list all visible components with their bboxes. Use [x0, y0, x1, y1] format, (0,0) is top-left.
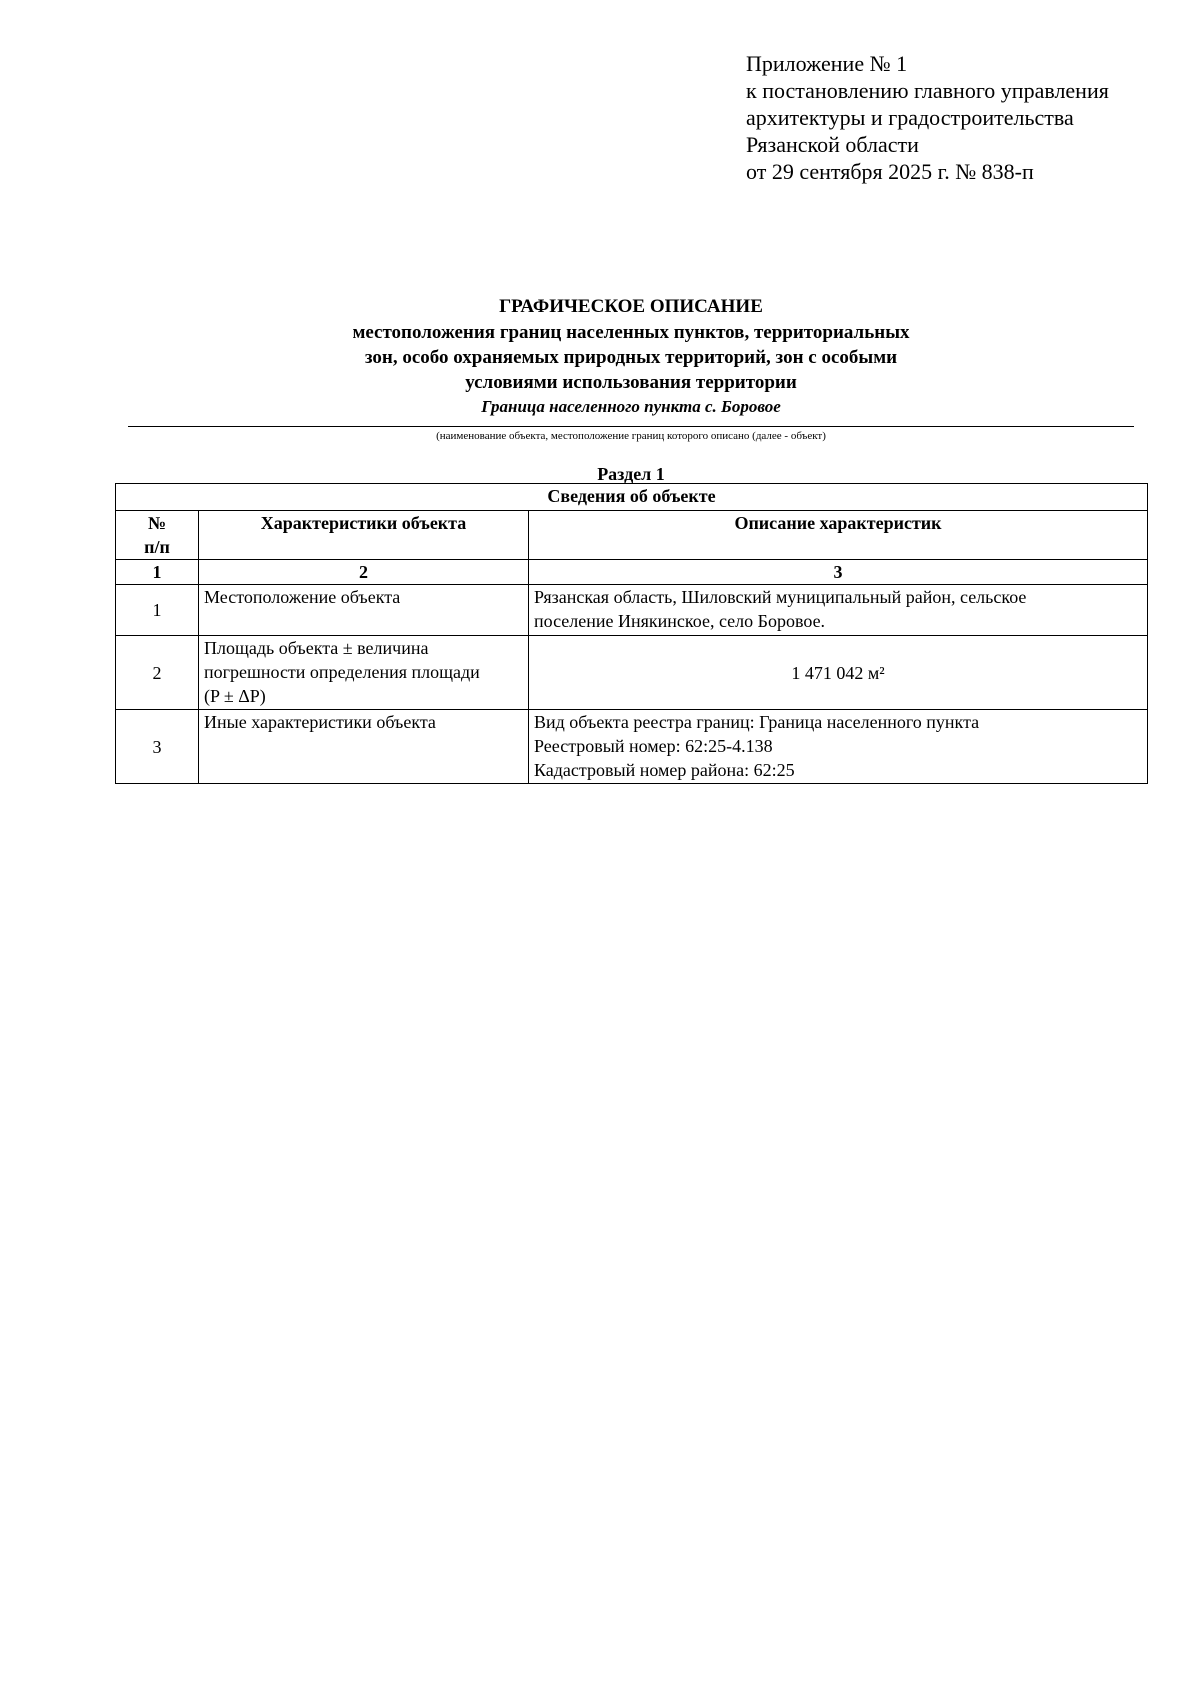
- header-characteristics: Характеристики объекта: [199, 511, 529, 560]
- object-info-table: [115, 483, 1148, 784]
- row-characteristic-line: (P ± ΔP): [204, 686, 266, 706]
- row-description-line: Рязанская область, Шиловский муниципальный район, сельское: [534, 587, 1027, 607]
- row-description: 1 471 042 м²: [529, 636, 1148, 710]
- row-characteristic: [199, 636, 529, 710]
- document-subtitle-line-2: зон, особо охраняемых природных территорий, зон с особыми: [364, 347, 898, 368]
- table-row: [116, 636, 1148, 710]
- column-number: 2: [199, 560, 529, 585]
- column-number: 1: [116, 560, 199, 585]
- table-row: [116, 710, 1148, 784]
- row-characteristic: Иные характеристики объекта: [199, 710, 529, 784]
- document-title-block: [128, 294, 1134, 419]
- row-description-line: Кадастровый номер района: 62:25: [534, 760, 795, 780]
- row-description-line: Реестровый номер: 62:25-4.138: [534, 736, 773, 756]
- object-name: Граница населенного пункта с. Боровое: [481, 397, 781, 416]
- annex-line-1: Приложение № 1: [746, 51, 908, 76]
- document-subtitle-line-1: местоположения границ населенных пунктов, территориальных: [352, 322, 910, 343]
- header-num: № п/п: [116, 511, 199, 560]
- row-description-line: Вид объекта реестра границ: Граница населенного пункта: [534, 712, 980, 732]
- annex-line-2: к постановлению главного управления: [746, 78, 1109, 103]
- row-number: 3: [116, 710, 199, 784]
- row-number: 2: [116, 636, 199, 710]
- row-description: [529, 585, 1148, 636]
- row-characteristic-line: Площадь объекта ± величина: [204, 638, 429, 658]
- row-number: 1: [116, 585, 199, 636]
- table-header-row: [116, 511, 1148, 560]
- row-characteristic: Местоположение объекта: [199, 585, 529, 636]
- table-caption-row: [116, 484, 1148, 511]
- annex-line-3: архитектуры и градостроительства: [746, 105, 1074, 130]
- annex-line-5: от 29 сентября 2025 г. № 838-п: [746, 159, 1034, 184]
- object-name-caption: (наименование объекта, местоположение границ которого описано (далее - объект): [436, 430, 826, 442]
- row-description-line: поселение Инякинское, село Боровое.: [534, 611, 826, 631]
- table-row: [116, 585, 1148, 636]
- object-name-underline: [128, 426, 1134, 427]
- section-title: Раздел 1: [597, 464, 665, 484]
- table-column-numbers-row: [116, 560, 1148, 585]
- document-subtitle-line-3: условиями использования территории: [465, 372, 797, 393]
- document-title: ГРАФИЧЕСКОЕ ОПИСАНИЕ: [499, 296, 763, 317]
- row-description: [529, 710, 1148, 784]
- header-description: Описание характеристик: [529, 511, 1148, 560]
- row-characteristic-line: погрешности определения площади: [204, 662, 480, 682]
- table-caption: Сведения об объекте: [116, 484, 1148, 511]
- annex-header: [746, 50, 1109, 185]
- column-number: 3: [529, 560, 1148, 585]
- annex-line-4: Рязанской области: [746, 132, 919, 157]
